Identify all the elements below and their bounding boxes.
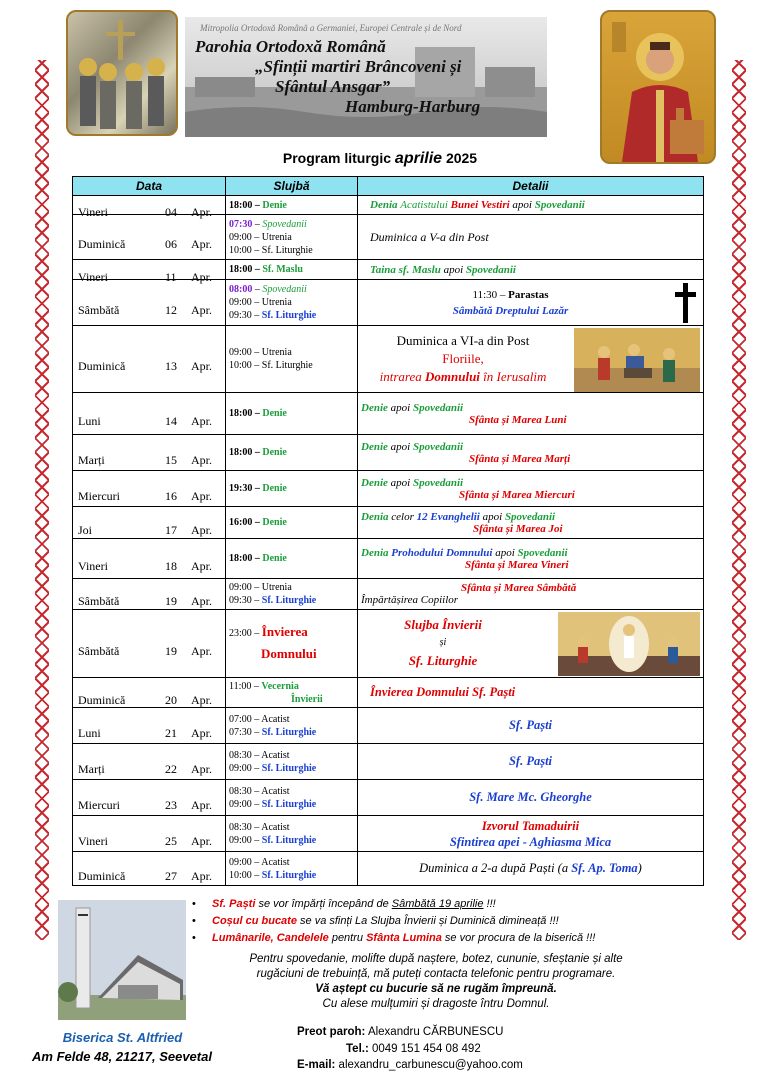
day-number: 22 [165, 761, 177, 776]
program-title-prefix: Program liturgic [282, 150, 392, 166]
details-cell: Denia Acatistului Bunei Vestiri apoi Spovedanii [358, 196, 704, 215]
note-line: rugăciuni de trebuință, mă puteți contacta telefonic pentru programare. [256, 968, 616, 980]
day-name: Sâmbătă [78, 302, 120, 317]
announcement-item: • Sf. Paști se vor împărți începând de Sâmbătă 19 aprilie !!! [212, 896, 595, 913]
day-number: 19 [165, 594, 177, 608]
decorative-border-right [732, 60, 746, 940]
day-number: 18 [165, 558, 177, 573]
details-cell: Duminica a V-a din Post [358, 215, 704, 260]
table-row [73, 816, 704, 852]
church-address: Am Felde 48, 21217, Seevetal [32, 1049, 212, 1064]
month: Apr. [191, 359, 212, 373]
date-cell [73, 539, 226, 579]
date-cell [73, 435, 226, 471]
details-cell: Duminica a 2-a după Paști (a Sf. Ap. Toma) [358, 852, 704, 886]
table-row [73, 280, 704, 326]
details-cell: Denia celor 12 Evanghelii apoi Spovedanii Sfânta și Marea Joi [358, 507, 704, 539]
service-cell: 18:00 – Denie [226, 435, 358, 471]
details-cell: Învierea Domnului Sf. Paști [358, 678, 704, 708]
date-cell [73, 393, 226, 435]
cross-icon [673, 283, 697, 323]
day-name: Duminică [78, 692, 126, 707]
date-cell [73, 708, 226, 744]
table-row [73, 579, 704, 610]
announcements-list [212, 896, 595, 947]
day-number: 14 [165, 413, 177, 428]
parish-title-line4: Hamburg-Harburg [345, 97, 481, 116]
date-cell [73, 780, 226, 816]
date-cell [73, 326, 226, 393]
service-cell: 07:00 – Acatist 07:30 – Sf. Liturghie [226, 708, 358, 744]
details-cell: Sf. Paști [358, 744, 704, 780]
service-cell: 19:30 – Denie [226, 471, 358, 507]
table-row [73, 435, 704, 471]
parish-header-banner [185, 17, 547, 137]
month: Apr. [191, 797, 212, 812]
day-number: 20 [165, 692, 177, 707]
table-row [73, 539, 704, 579]
parish-title-line2: „Sfinții martiri Brâncoveni și [255, 57, 462, 76]
day-number: 23 [165, 797, 177, 812]
month: Apr. [191, 868, 212, 883]
month: Apr. [191, 205, 212, 219]
day-number: 11 [165, 269, 177, 284]
header-service: Slujbă [226, 177, 358, 196]
saints-icon [68, 12, 176, 134]
day-name: Luni [78, 413, 101, 428]
day-number: 16 [165, 488, 177, 503]
date-cell [73, 610, 226, 678]
saint-ansgar-icon-image [600, 10, 716, 164]
day-name: Vineri [78, 833, 108, 848]
metropolis-text: Mitropolia Ortodoxă Română a Germaniei, Europei Centrale și de Nord [200, 23, 462, 33]
details-cell: Sf. Paști [358, 708, 704, 744]
date-cell [73, 471, 226, 507]
day-number: 19 [165, 643, 177, 658]
month: Apr. [191, 692, 212, 707]
table-row [73, 393, 704, 435]
day-name: Sâmbătă [78, 594, 120, 608]
date-cell [73, 215, 226, 260]
day-name: Miercuri [78, 797, 120, 812]
month: Apr. [191, 594, 212, 608]
day-name: Duminică [78, 868, 126, 883]
telephone: Tel.: 0049 151 454 08 492 [346, 1043, 481, 1055]
service-cell: 08:00 – Spovedanii 09:00 – Utrenia 09:30 – Sf. Liturghie [226, 280, 358, 326]
month: Apr. [191, 302, 212, 317]
details-cell: Denie apoi Spovedanii Sfânta și Marea Marți [358, 435, 704, 471]
date-cell [73, 280, 226, 326]
day-name: Marți [78, 761, 105, 776]
day-number: 25 [165, 833, 177, 848]
date-cell [73, 260, 226, 284]
day-name: Vineri [78, 205, 108, 219]
note-line: Vă aștept cu bucurie să ne rugăm împreună. [315, 983, 557, 995]
service-cell: 16:00 – Denie [226, 507, 358, 539]
details-cell: Denia Prohodului Domnului apoi Spovedanii Sfânta și Marea Vineri [358, 539, 704, 579]
note-line: Cu alese mulțumiri și dragoste întru Domnul. [322, 998, 550, 1010]
table-row [73, 471, 704, 507]
parish-title-line3: Sfântul Ansgar” [275, 77, 391, 96]
service-cell: 08:30 – Acatist 09:00 – Sf. Liturghie [226, 744, 358, 780]
details-cell: Sfânta și Marea Sâmbătă Împărtășirea Copiilor [358, 579, 704, 610]
month: Apr. [191, 725, 212, 740]
program-title-year: 2025 [445, 150, 478, 166]
details-cell: Taina sf. Maslu apoi Spovedanii [358, 260, 704, 280]
table-row [73, 215, 704, 260]
date-cell [73, 507, 226, 539]
resurrection-icon [558, 612, 700, 676]
table-row [73, 708, 704, 744]
day-number: 27 [165, 868, 177, 883]
header-date: Data [73, 177, 226, 196]
day-number: 04 [165, 205, 177, 219]
month: Apr. [191, 413, 212, 428]
day-number: 06 [165, 237, 177, 251]
day-number: 17 [165, 522, 177, 537]
announcement-item: • Coșul cu bucate se va sfinți La Slujba Învierii și Duminică dimineață !!! [212, 913, 595, 930]
day-name: Duminică [78, 359, 126, 373]
liturgical-schedule-table [72, 176, 704, 886]
day-name: Luni [78, 725, 101, 740]
day-name: Duminică [78, 237, 126, 251]
priest-contact: Preot paroh: Alexandru CĂRBUNESCU [297, 1026, 504, 1038]
details-cell: Izvorul Tamaduirii Sfintirea apei - Aghiasma Mica [358, 816, 704, 852]
details-cell: Denie apoi Spovedanii Sfânta și Marea Luni [358, 393, 704, 435]
day-name: Vineri [78, 558, 108, 573]
month: Apr. [191, 452, 212, 467]
service-cell: 23:00 – Învierea Domnului [226, 610, 358, 678]
month: Apr. [191, 237, 212, 251]
saints-icon-image [66, 10, 178, 136]
date-cell [73, 744, 226, 780]
details-cell: Sf. Mare Mc. Gheorghe [358, 780, 704, 816]
program-title-month: aprilie [394, 150, 443, 167]
day-number: 13 [165, 359, 177, 373]
table-row [73, 507, 704, 539]
table-row [73, 196, 704, 215]
church-name: Biserica St. Altfried [62, 1030, 183, 1045]
day-name: Marți [78, 452, 105, 467]
church-photo [58, 900, 186, 1020]
announcement-item: • Lumânarile, Candelele pentru Sfânta Lumina se vor procura de la biserică !!! [212, 930, 595, 947]
details-cell: Slujba Învierii și Sf. Liturghie [358, 610, 704, 678]
day-number: 15 [165, 452, 177, 467]
details-cell: Duminica a VI-a din Post Floriile, intrarea Domnului în Ierusalim [358, 326, 704, 393]
day-name: Sâmbătă [78, 643, 120, 658]
table-row [73, 326, 704, 393]
day-number: 12 [165, 302, 177, 317]
table-row [73, 852, 704, 886]
month: Apr. [191, 761, 212, 776]
date-cell [73, 852, 226, 886]
table-row [73, 610, 704, 678]
email[interactable]: E-mail: alexandru_carbunescu@yahoo.com [297, 1059, 523, 1071]
month: Apr. [191, 558, 212, 573]
service-cell: 18:00 – Denie [226, 196, 358, 215]
month: Apr. [191, 833, 212, 848]
service-cell: 09:00 – Utrenia 09:30 – Sf. Liturghie [226, 579, 358, 610]
service-cell: 11:00 – Vecernia Învierii [226, 678, 358, 708]
day-name: Miercuri [78, 488, 120, 503]
date-cell [73, 816, 226, 852]
month: Apr. [191, 269, 212, 284]
month: Apr. [191, 522, 212, 537]
date-cell [73, 579, 226, 610]
month: Apr. [191, 643, 212, 658]
table-row [73, 780, 704, 816]
table-row [73, 678, 704, 708]
table-header-row [73, 177, 704, 196]
priest-note [186, 952, 686, 1012]
service-cell: 08:30 – Acatist 09:00 – Sf. Liturghie [226, 780, 358, 816]
details-cell: 11:30 – Parastas Sâmbătă Dreptului Lazăr [358, 280, 704, 326]
date-cell [73, 678, 226, 708]
saint-ansgar-icon [602, 12, 714, 162]
header-details: Detalii [358, 177, 704, 196]
service-cell: 18:00 – Denie [226, 539, 358, 579]
day-number: 21 [165, 725, 177, 740]
program-title [0, 150, 760, 168]
service-cell: 18:00 – Sf. Maslu [226, 260, 358, 280]
service-cell: 18:00 – Denie [226, 393, 358, 435]
palm-sunday-icon [574, 328, 700, 392]
details-cell: Denie apoi Spovedanii Sfânta și Marea Miercuri [358, 471, 704, 507]
service-cell: 09:00 – Utrenia 10:00 – Sf. Liturghie [226, 326, 358, 393]
decorative-border-left [35, 60, 49, 940]
service-cell: 09:00 – Acatist 10:00 – Sf. Liturghie [226, 852, 358, 886]
day-name: Joi [78, 522, 93, 537]
date-cell [73, 196, 226, 219]
table-row [73, 260, 704, 280]
church-building-icon [58, 900, 186, 1020]
day-name: Vineri [78, 269, 108, 284]
service-cell: 07:30 – Spovedanii 09:00 – Utrenia 10:00 – Sf. Liturghie [226, 215, 358, 260]
parish-title-line1: Parohia Ortodoxă Română [195, 37, 386, 56]
month: Apr. [191, 488, 212, 503]
note-line: Pentru spovedanie, molifte după naștere, botez, cununie, sfeștanie și alte [249, 953, 623, 965]
service-cell: 08:30 – Acatist 09:00 – Sf. Liturghie [226, 816, 358, 852]
table-row [73, 744, 704, 780]
